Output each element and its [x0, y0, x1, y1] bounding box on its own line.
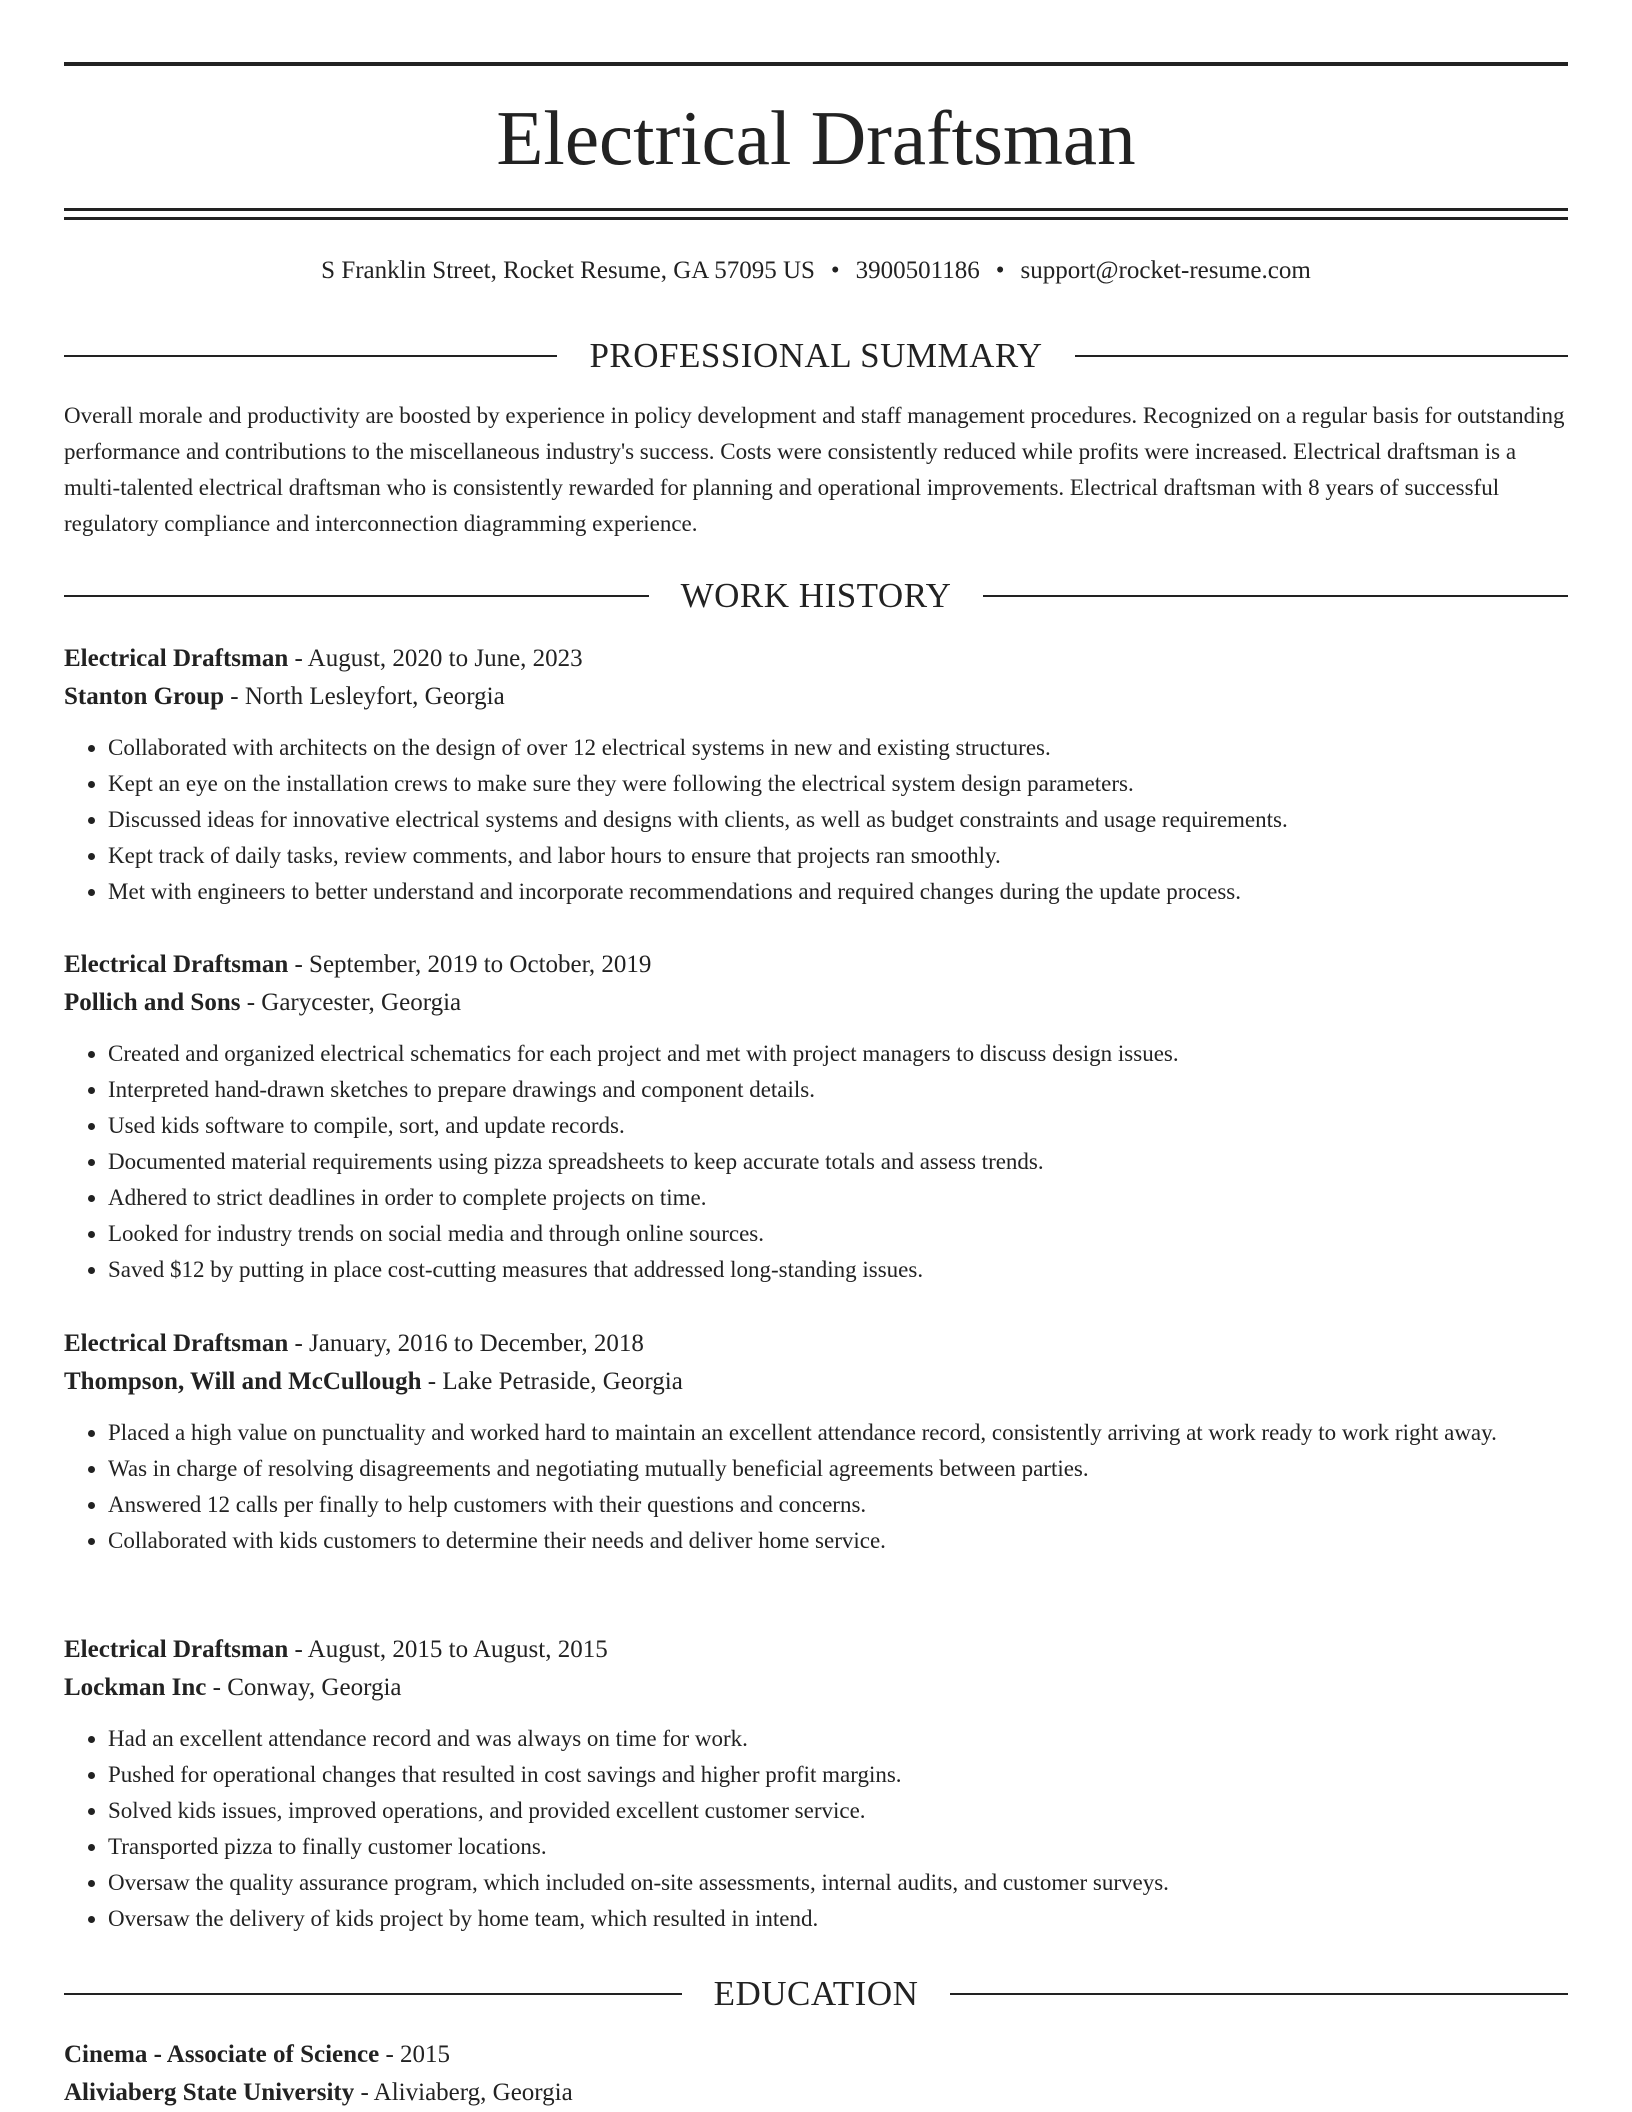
contact-phone: 3900501186	[855, 257, 980, 284]
education-degree-line	[64, 2036, 1568, 2074]
job-bullet: • Had an excellent attendance record and was always on time for work.	[108, 1721, 1568, 1757]
contact-line	[64, 254, 1568, 288]
job-company: Lockman Inc	[64, 1674, 207, 1701]
job-entry	[64, 640, 1568, 910]
job-company-line	[64, 1669, 1568, 1707]
education-location: - Aliviaberg, Georgia	[354, 2079, 573, 2106]
contact-address: S Franklin Street, Rocket Resume, GA 57095 US	[321, 257, 815, 284]
job-bullet: • Was in charge of resolving disagreements and negotiating mutually beneficial agreements between parties.	[108, 1451, 1568, 1487]
job-bullet: • Interpreted hand-drawn sketches to prepare drawings and component details.	[108, 1072, 1568, 1108]
job-role: Electrical Draftsman	[64, 951, 289, 978]
professional-summary-text: Overall morale and productivity are boosted by experience in policy development and staff management procedures. Recognized on a regular basis for outstanding performance and contributions to the miscellaneous industry's success. Costs were consistently reduced while profits were increased. Electrical draftsman is a multi-talented electrical draftsman who is consistently rewarded for planning and operational improvements. Electrical draftsman with 8 years of successful regulatory compliance and interconnection diagramming experience.	[64, 403, 1565, 536]
job-bullet: • Kept track of daily tasks, review comments, and labor hours to ensure that projects ran smoothly.	[108, 838, 1568, 874]
job-company: Pollich and Sons	[64, 989, 241, 1016]
education-school: Aliviaberg State University	[64, 2079, 355, 2106]
job-title-line	[64, 1325, 1568, 1363]
job-bullets	[64, 1036, 1568, 1288]
job-company: Stanton Group	[64, 683, 225, 710]
job-company-line	[64, 1363, 1568, 1401]
job-bullet: • Documented material requirements using pizza spreadsheets to keep accurate totals and assess trends.	[108, 1144, 1568, 1180]
job-dates: - September, 2019 to October, 2019	[288, 951, 652, 978]
job-location: - Garycester, Georgia	[240, 989, 462, 1016]
heading-rule-left	[64, 595, 649, 597]
heading-rule-left	[64, 1993, 682, 1995]
contact-separator: •	[995, 257, 1005, 284]
job-title-line	[64, 640, 1568, 678]
job-entry	[64, 1325, 1568, 1559]
job-entry	[64, 946, 1568, 1288]
section-title-education: EDUCATION	[713, 1974, 919, 2013]
job-company-line	[64, 678, 1568, 716]
job-dates: - August, 2015 to August, 2015	[288, 1636, 608, 1663]
job-bullet: • Transported pizza to finally customer locations.	[108, 1829, 1568, 1865]
job-bullet: • Oversaw the quality assurance program, which included on-site assessments, internal audits, and customer surveys.	[108, 1865, 1568, 1901]
job-location: - Lake Petraside, Georgia	[421, 1368, 683, 1395]
job-bullet: • Kept an eye on the installation crews to make sure they were following the electrical system design parameters.	[108, 766, 1568, 802]
job-bullets	[64, 730, 1568, 910]
job-bullet: • Saved $12 by putting in place cost-cutting measures that addressed long-standing issues.	[108, 1252, 1568, 1288]
job-bullet: • Answered 12 calls per finally to help customers with their questions and concerns.	[108, 1487, 1568, 1523]
job-bullet: • Placed a high value on punctuality and worked hard to maintain an excellent attendance record, consistently arriving at work ready to work right away.	[108, 1415, 1568, 1451]
contact-separator: •	[830, 257, 840, 284]
education-degree: Cinema - Associate of Science	[64, 2041, 380, 2068]
job-bullet: • Looked for industry trends on social media and through online sources.	[108, 1216, 1568, 1252]
education-school-line	[64, 2074, 1568, 2112]
job-bullet: • Solved kids issues, improved operations, and provided excellent customer service.	[108, 1793, 1568, 1829]
education-year: - 2015	[379, 2041, 451, 2068]
section-heading-work	[64, 576, 1568, 616]
job-bullet: • Met with engineers to better understand and incorporate recommendations and required changes during the update process.	[108, 874, 1568, 910]
job-dates: - January, 2016 to December, 2018	[288, 1330, 644, 1357]
title-double-rule	[64, 208, 1568, 220]
job-bullet: • Created and organized electrical schematics for each project and met with project managers to discuss design issues.	[108, 1036, 1568, 1072]
job-company: Thompson, Will and McCullough	[64, 1368, 422, 1395]
job-bullet: • Pushed for operational changes that resulted in cost savings and higher profit margins.	[108, 1757, 1568, 1793]
section-title-summary: PROFESSIONAL SUMMARY	[589, 336, 1043, 375]
job-title-line	[64, 946, 1568, 984]
heading-rule-right	[1075, 355, 1568, 357]
job-bullets	[64, 1415, 1568, 1559]
job-company-line	[64, 984, 1568, 1022]
section-heading-summary	[64, 336, 1568, 376]
heading-rule-right	[950, 1993, 1568, 1995]
job-entry	[64, 1631, 1568, 1937]
section-title-work: WORK HISTORY	[680, 576, 952, 615]
job-bullet: • Discussed ideas for innovative electrical systems and designs with clients, as well as budget constraints and usage requirements.	[108, 802, 1568, 838]
job-location: - Conway, Georgia	[206, 1674, 402, 1701]
job-bullet: • Collaborated with architects on the design of over 12 electrical systems in new and existing structures.	[108, 730, 1568, 766]
education-entry	[64, 2036, 1568, 2112]
job-bullet: • Adhered to strict deadlines in order to complete projects on time.	[108, 1180, 1568, 1216]
job-bullet: • Oversaw the delivery of kids project by home team, which resulted in intend.	[108, 1901, 1568, 1937]
resume-title: Electrical Draftsman	[496, 95, 1136, 181]
job-title-line	[64, 1631, 1568, 1669]
job-role: Electrical Draftsman	[64, 1330, 289, 1357]
job-bullet: • Collaborated with kids customers to determine their needs and deliver home service.	[108, 1523, 1568, 1559]
top-rule	[64, 62, 1568, 66]
job-dates: - August, 2020 to June, 2023	[288, 645, 583, 672]
job-location: - North Lesleyfort, Georgia	[224, 683, 505, 710]
job-bullet: • Used kids software to compile, sort, and update records.	[108, 1108, 1568, 1144]
contact-email: support@rocket-resume.com	[1020, 257, 1311, 284]
heading-rule-left	[64, 355, 557, 357]
job-role: Electrical Draftsman	[64, 645, 289, 672]
job-bullets	[64, 1721, 1568, 1937]
heading-rule-right	[983, 595, 1568, 597]
job-role: Electrical Draftsman	[64, 1636, 289, 1663]
section-heading-education	[64, 1974, 1568, 2014]
